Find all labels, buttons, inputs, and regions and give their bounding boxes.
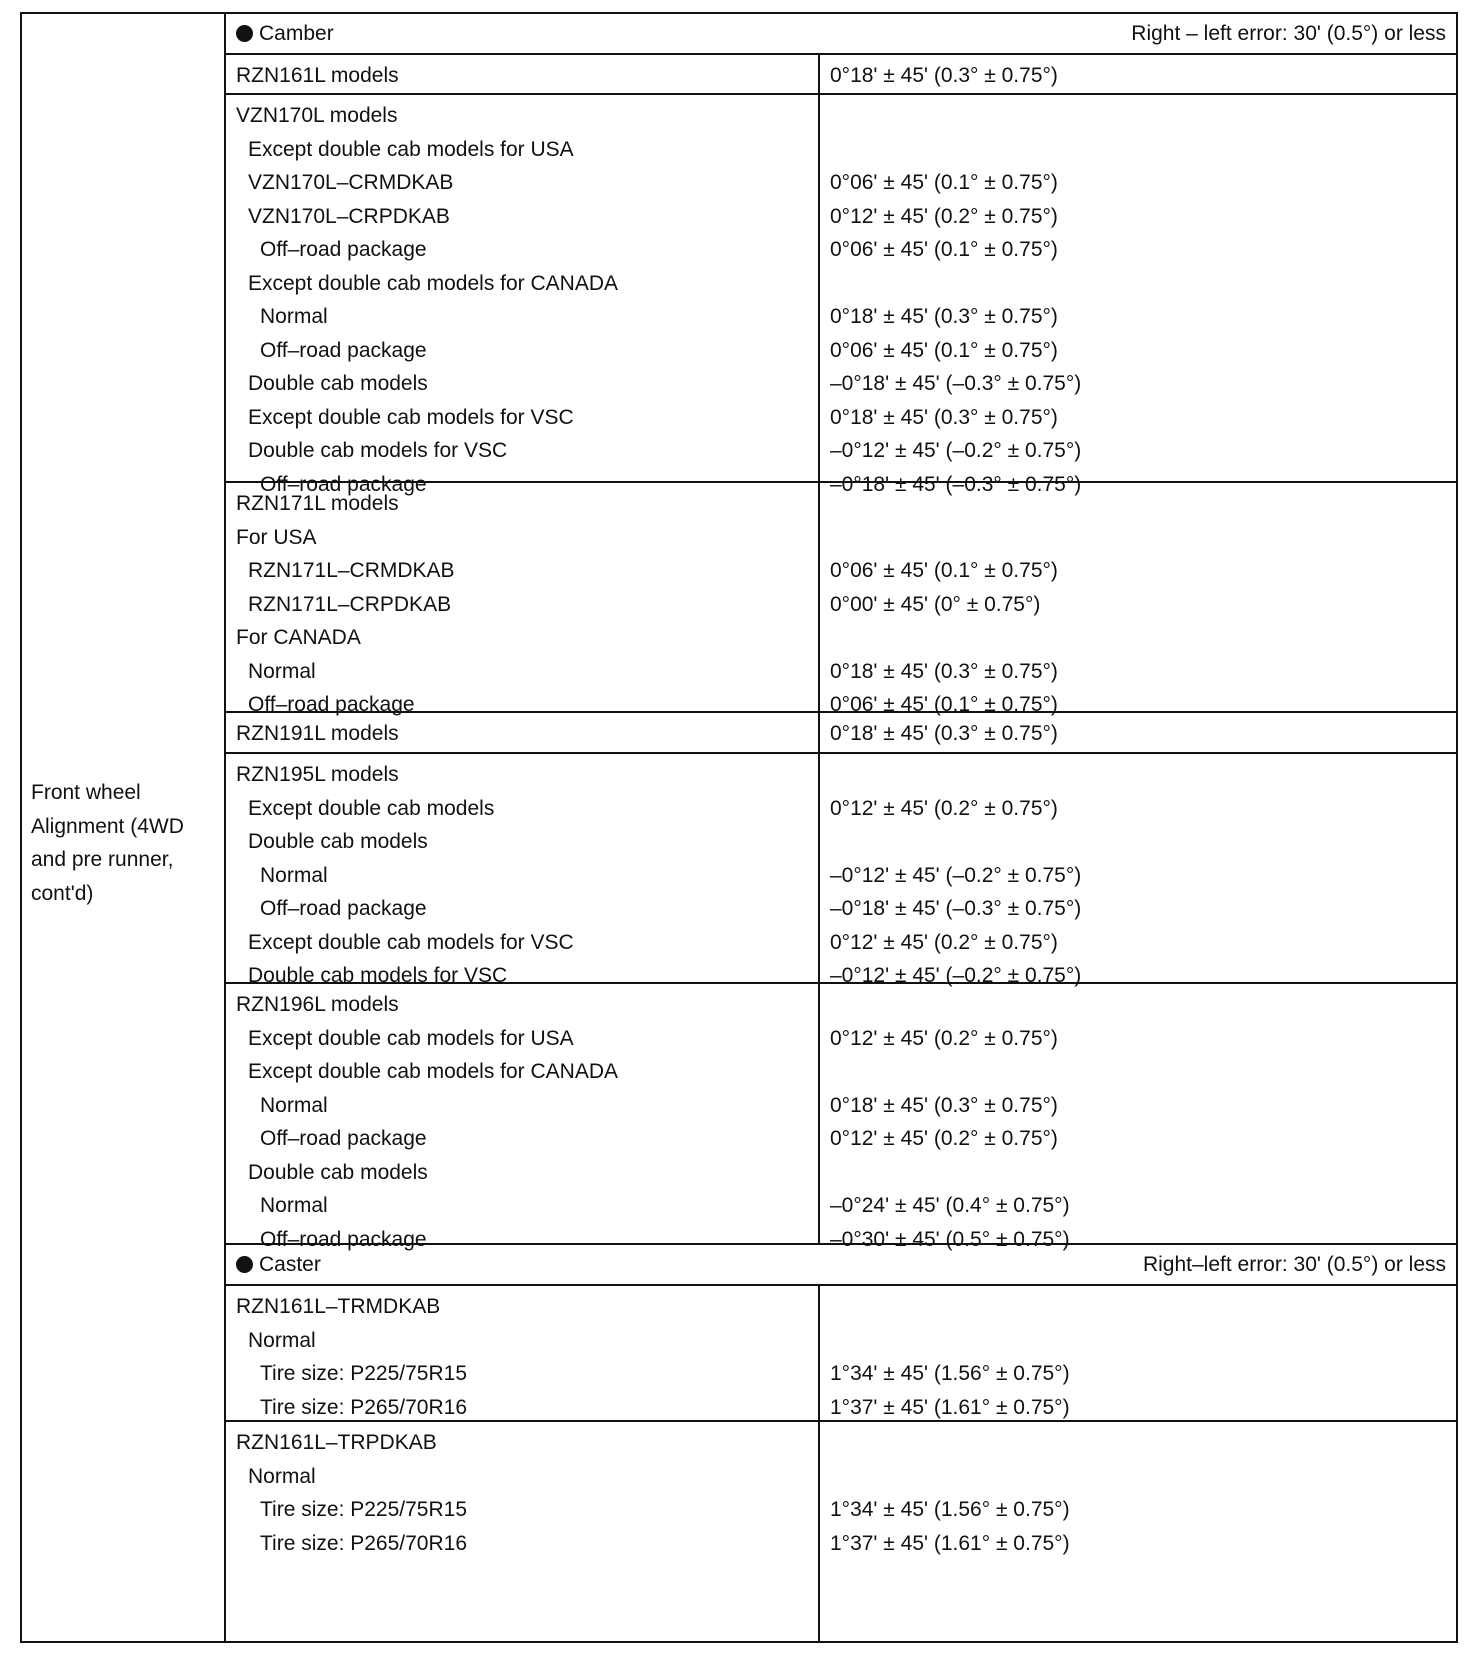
- spec-value: [820, 1460, 1456, 1494]
- spec-label: Except double cab models for VSC: [248, 405, 574, 429]
- spec-value: –0°12' ± 45' (–0.2° ± 0.75°): [830, 964, 1082, 987]
- camber-title: Camber: [259, 21, 334, 45]
- spec-value: 0°06' ± 45' (0.1° ± 0.75°): [830, 693, 1058, 716]
- spec-label: Tire size: P225/75R15: [260, 1498, 467, 1521]
- caster-title: Caster: [259, 1252, 321, 1276]
- camber-group-rzn191l: [226, 713, 1456, 754]
- spec-value: 0°12' ± 45' (0.2° ± 0.75°): [830, 204, 1058, 228]
- spec-label: Off–road package: [260, 897, 427, 920]
- spec-value: [820, 99, 1456, 133]
- spec-label: Normal: [260, 1194, 328, 1217]
- spec-value: 0°18' ± 45' (0.3° ± 0.75°): [830, 305, 1058, 328]
- camber-group-rzn195l: [226, 754, 1456, 987]
- spec-value: –0°12' ± 45' (–0.2° ± 0.75°): [830, 439, 1082, 462]
- spec-value: –0°18' ± 45' (–0.3° ± 0.75°): [830, 372, 1082, 395]
- spec-value: [820, 1055, 1456, 1089]
- spec-label: For CANADA: [236, 626, 361, 649]
- spec-value: [820, 988, 1456, 1022]
- spec-value: [820, 758, 1456, 792]
- spec-label: Double cab models: [248, 1160, 428, 1184]
- caster-header: [226, 1245, 1456, 1286]
- spec-label: Except double cab models for CANADA: [248, 271, 619, 295]
- spec-label: Tire size: P265/70R16: [260, 1531, 467, 1555]
- spec-label: Normal: [260, 863, 328, 887]
- spec-table: [20, 12, 1458, 1643]
- camber-group-rzn196l: [226, 984, 1456, 1251]
- spec-label: RZN195L models: [236, 763, 399, 786]
- spec-label: RZN171L–CRPDKAB: [248, 592, 452, 616]
- spec-label: Off–road package: [248, 693, 415, 716]
- spec-label: RZN161L models: [236, 64, 399, 87]
- spec-label: Normal: [248, 1328, 316, 1352]
- spec-label: Except double cab models for VSC: [248, 930, 574, 954]
- spec-value: [820, 1426, 1456, 1460]
- bullet-icon: [236, 25, 253, 42]
- spec-label: RZN171L models: [236, 492, 399, 515]
- spec-value: –0°18' ± 45' (–0.3° ± 0.75°): [830, 472, 1082, 496]
- spec-label: Off–road package: [260, 1127, 427, 1150]
- spec-label: Tire size: P265/70R16: [260, 1395, 467, 1419]
- spec-label: Normal: [248, 659, 316, 683]
- spec-value: 0°00' ± 45' (0° ± 0.75°): [830, 592, 1041, 616]
- spec-label: Tire size: P225/75R15: [260, 1362, 467, 1385]
- spec-value: 0°18' ± 45' (0.3° ± 0.75°): [830, 405, 1058, 429]
- spec-label: Double cab models: [248, 830, 428, 853]
- spec-value: –0°12' ± 45' (–0.2° ± 0.75°): [830, 863, 1082, 887]
- spec-value: 0°18' ± 45' (0.3° ± 0.75°): [830, 1093, 1058, 1117]
- spec-label: Normal: [260, 305, 328, 328]
- spec-label: Except double cab models for USA: [248, 137, 574, 161]
- spec-value: 0°06' ± 45' (0.1° ± 0.75°): [830, 559, 1058, 582]
- spec-label: RZN161L–TRMDKAB: [236, 1295, 441, 1318]
- spec-value: 1°37' ± 45' (1.61° ± 0.75°): [830, 1395, 1070, 1419]
- camber-header: [226, 14, 1456, 55]
- spec-column: [226, 14, 1456, 1641]
- spec-value: [820, 133, 1456, 167]
- spec-label: RZN171L–CRMDKAB: [248, 559, 455, 582]
- spec-value: [820, 1156, 1456, 1190]
- spec-label: Double cab models: [248, 372, 428, 395]
- spec-label: Off–road package: [260, 338, 427, 362]
- camber-error-note: Right – left error: 30' (0.5°) or less: [1131, 21, 1446, 45]
- spec-label: VZN170L models: [236, 104, 398, 127]
- spec-label: For USA: [236, 525, 317, 549]
- category-column: [22, 14, 226, 1641]
- spec-value: 0°12' ± 45' (0.2° ± 0.75°): [830, 1026, 1058, 1050]
- spec-label: Normal: [248, 1464, 316, 1488]
- spec-label: Except double cab models for USA: [248, 1026, 574, 1050]
- camber-group-rzn161l: [226, 55, 1456, 95]
- caster-group-trmdkab: [226, 1286, 1456, 1422]
- spec-value: 0°06' ± 45' (0.1° ± 0.75°): [830, 171, 1058, 194]
- spec-value: [820, 825, 1456, 859]
- spec-value: 0°18' ± 45' (0.3° ± 0.75°): [830, 722, 1058, 745]
- spec-label: Double cab models for VSC: [248, 439, 508, 462]
- spec-label: Double cab models for VSC: [248, 964, 508, 987]
- spec-value: [820, 267, 1456, 301]
- spec-label: Except double cab models: [248, 796, 495, 820]
- spec-value: –0°18' ± 45' (–0.3° ± 0.75°): [830, 897, 1082, 920]
- spec-value: 0°12' ± 45' (0.2° ± 0.75°): [830, 1127, 1058, 1150]
- spec-value: 0°18' ± 45' (0.3° ± 0.75°): [830, 659, 1058, 683]
- spec-value: [820, 487, 1456, 521]
- spec-value: 1°37' ± 45' (1.61° ± 0.75°): [830, 1531, 1070, 1555]
- spec-value: 0°12' ± 45' (0.2° ± 0.75°): [830, 930, 1058, 954]
- camber-group-vzn170l: [226, 95, 1456, 496]
- spec-value: 0°12' ± 45' (0.2° ± 0.75°): [830, 796, 1058, 820]
- spec-label: Except double cab models for CANADA: [248, 1060, 619, 1083]
- category-label: Front wheel Alignment (4WD and pre runner, cont'd): [31, 781, 184, 905]
- bullet-icon: [236, 1256, 253, 1273]
- spec-label: Normal: [260, 1093, 328, 1117]
- spec-value: 0°06' ± 45' (0.1° ± 0.75°): [830, 338, 1058, 362]
- spec-value: [820, 621, 1456, 655]
- spec-value: 0°18' ± 45' (0.3° ± 0.75°): [830, 64, 1058, 87]
- spec-value: 1°34' ± 45' (1.56° ± 0.75°): [830, 1362, 1070, 1385]
- spec-label: VZN170L–CRMDKAB: [248, 171, 454, 194]
- spec-label: RZN191L models: [236, 722, 399, 745]
- spec-value: –0°24' ± 45' (0.4° ± 0.75°): [830, 1194, 1070, 1217]
- spec-label: RZN161L–TRPDKAB: [236, 1431, 437, 1454]
- spec-value: –0°30' ± 45' (0.5° ± 0.75°): [830, 1227, 1070, 1251]
- spec-label: Off–road package: [260, 1227, 427, 1251]
- camber-group-rzn171l: [226, 483, 1456, 716]
- spec-label: Off–road package: [260, 238, 427, 261]
- spec-value: 0°06' ± 45' (0.1° ± 0.75°): [830, 238, 1058, 261]
- spec-label: RZN196L models: [236, 993, 399, 1016]
- spec-value: [820, 521, 1456, 555]
- caster-error-note: Right–left error: 30' (0.5°) or less: [1142, 1252, 1446, 1276]
- caster-group-trpdkab: [226, 1422, 1456, 1641]
- spec-value: 1°34' ± 45' (1.56° ± 0.75°): [830, 1498, 1070, 1521]
- spec-value: [820, 1290, 1456, 1324]
- spec-label: VZN170L–CRPDKAB: [248, 204, 450, 228]
- spec-value: [820, 1324, 1456, 1358]
- spec-label: Off–road package: [260, 472, 427, 496]
